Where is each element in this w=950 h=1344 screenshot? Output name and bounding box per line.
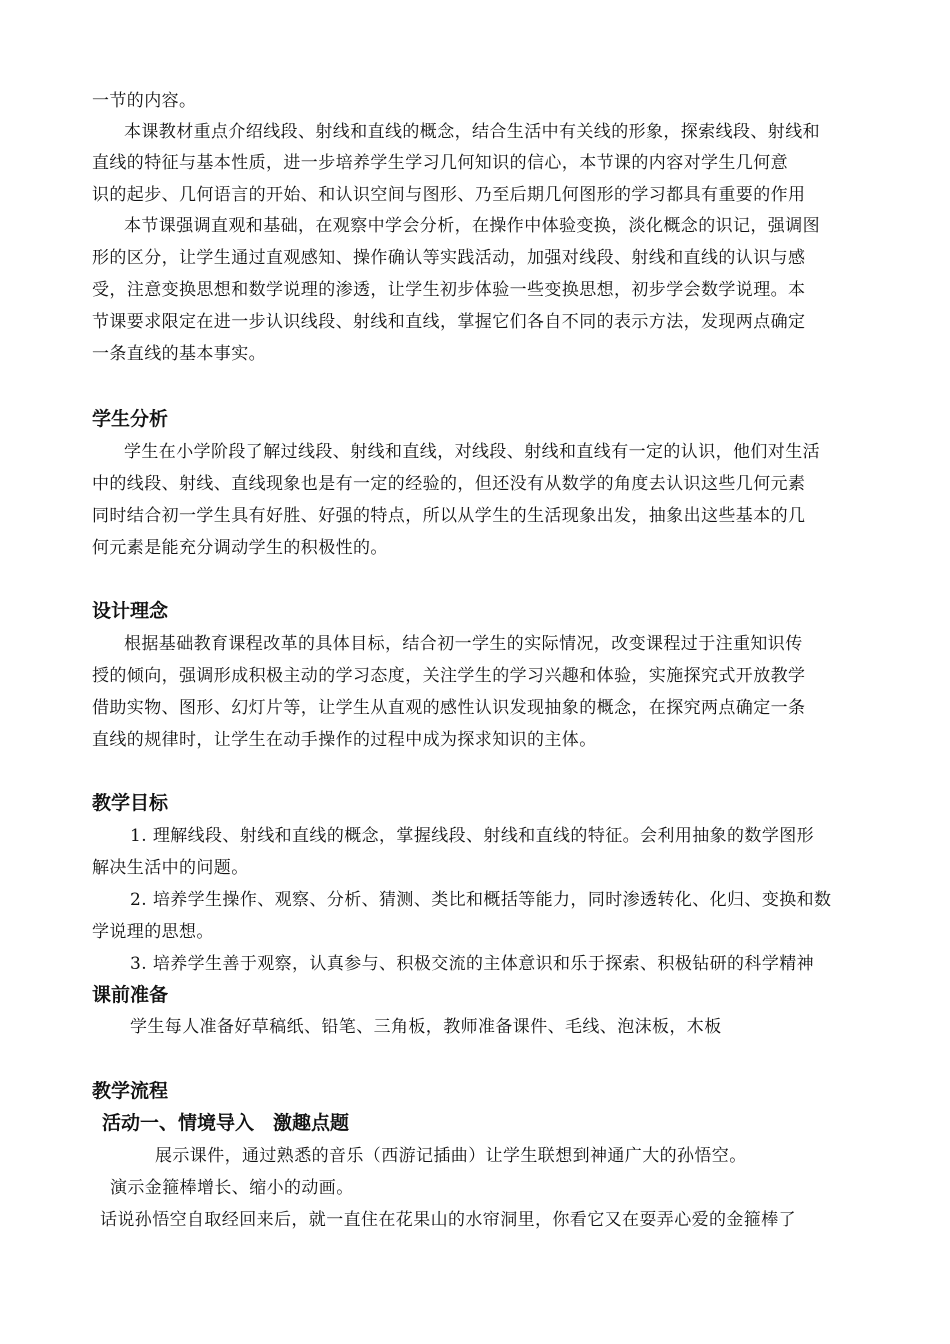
paragraph-line: 识的起步、几何语言的开始、和认识空间与图形、乃至后期几何图形的学习都具有重要的作用 xyxy=(92,185,806,205)
paragraph-line: 直线的规律时，让学生在动手操作的过程中成为探求知识的主体。 xyxy=(92,730,597,750)
paragraph-line: 学生在小学阶段了解过线段、射线和直线，对线段、射线和直线有一定的认识，他们对生活 xyxy=(124,442,820,462)
goal-item: 2. 培养学生操作、观察、分析、猜测、类比和概括等能力，同时渗透转化、化归、变换和数 xyxy=(130,890,832,910)
paragraph-line: 同时结合初一学生具有好胜、好强的特点，所以从学生的生活现象出发，抽象出这些基本的几 xyxy=(92,506,806,526)
paragraph-line: 节课要求限定在进一步认识线段、射线和直线，掌握它们各自不同的表示方法，发现两点确定 xyxy=(92,312,806,332)
paragraph-line: 展示课件，通过熟悉的音乐（西游记插曲）让学生联想到神通广大的孙悟空。 xyxy=(155,1146,747,1166)
section-heading-teaching-goals: 教学目标 xyxy=(92,792,169,814)
paragraph-line: 一节的内容。 xyxy=(92,91,197,111)
paragraph-line: 话说孙悟空自取经回来后，就一直住在花果山的水帘洞里，你看它又在耍弄心爱的金箍棒了 xyxy=(100,1210,796,1230)
paragraph-line: 授的倾向，强调形成积极主动的学习态度，关注学生的学习兴趣和体验，实施探究式开放教学 xyxy=(92,666,806,686)
section-heading-preparation: 课前准备 xyxy=(92,984,169,1006)
paragraph-line: 受，注意变换思想和数学说理的渗透，让学生初步体验一些变换思想，初步学会数学说理。本 xyxy=(92,280,806,300)
paragraph-line: 直线的特征与基本性质，进一步培养学生学习几何知识的信心，本节课的内容对学生几何意 xyxy=(92,153,788,173)
paragraph-line: 借助实物、图形、幻灯片等，让学生从直观的感性认识发现抽象的概念，在探究两点确定一条 xyxy=(92,698,806,718)
paragraph-line: 中的线段、射线、直线现象也是有一定的经验的，但还没有从数学的角度去认识这些几何元素 xyxy=(92,474,806,494)
paragraph-line: 本课教材重点介绍线段、射线和直线的概念，结合生活中有关线的形象，探索线段、射线和 xyxy=(124,122,820,142)
activity-heading: 活动一、情境导入 激趣点题 xyxy=(102,1112,350,1134)
paragraph-line: 学生每人准备好草稿纸、铅笔、三角板，教师准备课件、毛线、泡沫板，木板 xyxy=(130,1017,722,1037)
section-heading-design-concept: 设计理念 xyxy=(92,600,169,622)
section-heading-teaching-process: 教学流程 xyxy=(92,1080,169,1102)
paragraph-line: 形的区分，让学生通过直观感知、操作确认等实践活动，加强对线段、射线和直线的认识与感 xyxy=(92,248,806,268)
paragraph-line: 何元素是能充分调动学生的积极性的。 xyxy=(92,538,388,558)
paragraph-line: 一条直线的基本事实。 xyxy=(92,344,266,364)
goal-item: 3. 培养学生善于观察，认真参与、积极交流的主体意识和乐于探索、积极钻研的科学精神 xyxy=(130,954,815,974)
goal-item-continuation: 学说理的思想。 xyxy=(92,922,214,942)
goal-item: 1. 理解线段、射线和直线的概念，掌握线段、射线和直线的特征。会利用抽象的数学图形 xyxy=(130,826,815,846)
paragraph-line: 演示金箍棒增长、缩小的动画。 xyxy=(110,1178,354,1198)
paragraph-line: 根据基础教育课程改革的具体目标，结合初一学生的实际情况，改变课程过于注重知识传 xyxy=(124,634,803,654)
goal-item-continuation: 解决生活中的问题。 xyxy=(92,858,249,878)
section-heading-student-analysis: 学生分析 xyxy=(92,408,169,430)
paragraph-line: 本节课强调直观和基础，在观察中学会分析，在操作中体验变换，淡化概念的识记，强调图 xyxy=(124,216,820,236)
